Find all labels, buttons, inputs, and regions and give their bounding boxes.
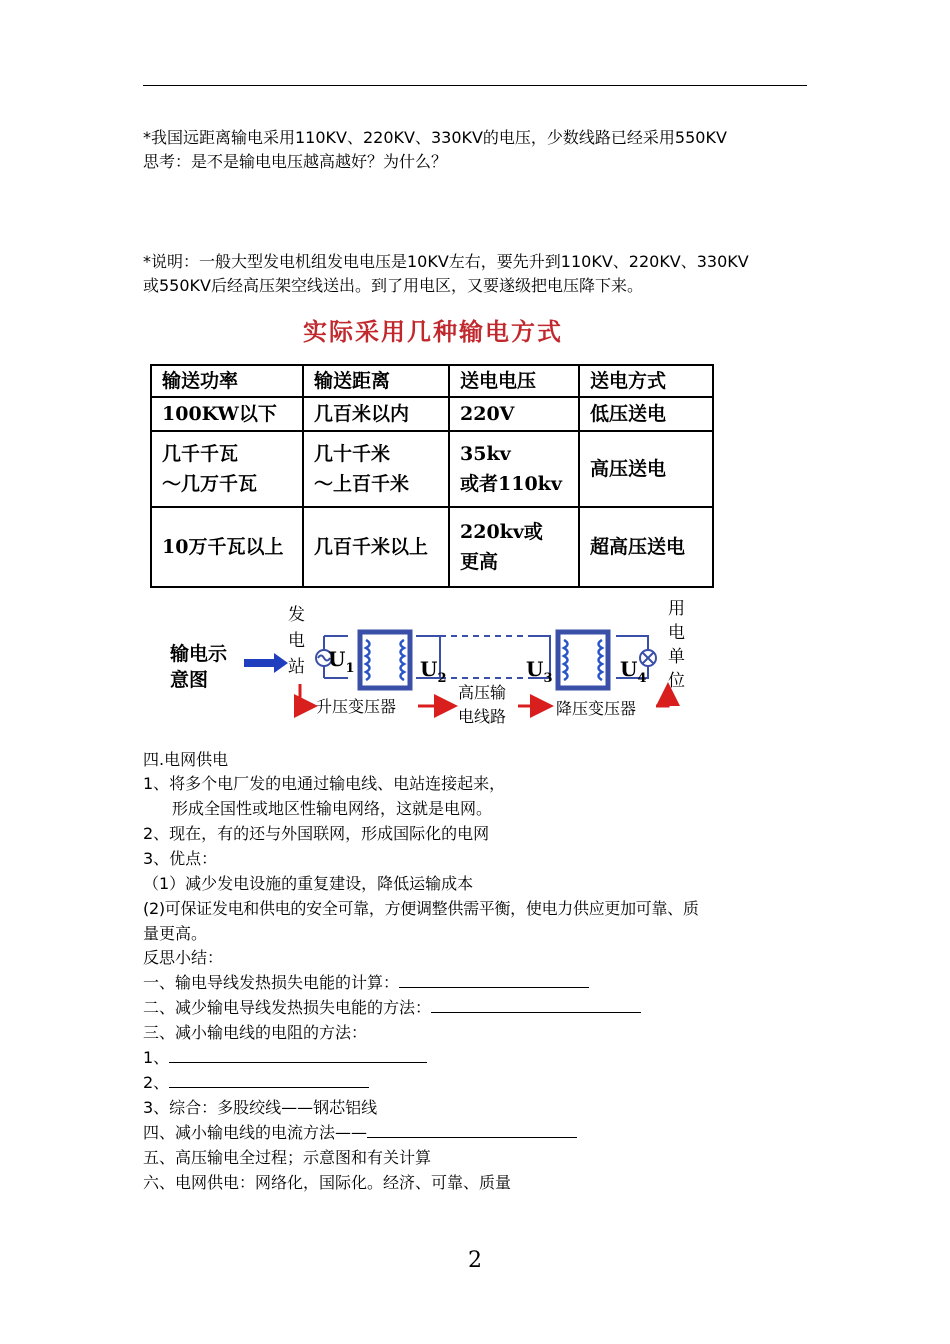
table-header: 输送功率 <box>151 365 303 397</box>
station-char: 电 <box>288 631 305 651</box>
section4-item3-1: （1）减少发电设施的重复建设，降低运输成本 <box>143 874 474 893</box>
summary-item-3: 三、减小输电线的电阻的方法： <box>143 1023 368 1042</box>
summary-item-2: 二、减少输电导线发热损失电能的方法： <box>143 996 641 1020</box>
step-up-transformer <box>360 632 410 688</box>
summary-item-3-2: 2、 <box>143 1071 369 1095</box>
table-title: 实际采用几种输电方式 <box>303 317 563 346</box>
step-up-label: 升压变压器 <box>316 697 397 716</box>
table-row <box>151 397 713 431</box>
station-char: 发 <box>288 605 305 625</box>
step-down-transformer <box>558 632 608 688</box>
table-cell: 几千千瓦 ～几万千瓦 <box>151 431 303 507</box>
table-cell: 220V <box>449 397 579 431</box>
table-header: 输送距离 <box>303 365 449 397</box>
table-cell: 几十千米 ～上百千米 <box>303 431 449 507</box>
section4-item1a: 1、将多个电厂发的电通过输电线、电站连接起来， <box>143 774 506 793</box>
voltage-u1: $U_1$ <box>328 647 355 676</box>
answer-blank[interactable] <box>399 971 589 988</box>
table-header-row <box>151 365 713 397</box>
line-label-2: 电线路 <box>458 707 507 726</box>
section4-item1b: 形成全国性或地区性输电网络，这就是电网。 <box>172 799 493 818</box>
line-label-1: 高压输 <box>458 683 507 702</box>
user-char: 位 <box>668 671 685 691</box>
table-header: 送电方式 <box>579 365 713 397</box>
note-line-1: *说明：一般大型发电机组发电电压是10KV左右，要先升到110KV、220KV、330KV <box>143 252 749 271</box>
header-rule <box>143 85 807 86</box>
table-row <box>151 431 713 507</box>
table-cell: 100KW以下 <box>151 397 303 431</box>
table-cell: 35kv 或者110kv <box>449 431 579 507</box>
summary-item-4: 四、减小输电线的电流方法—— <box>143 1121 577 1145</box>
answer-blank[interactable] <box>431 996 641 1013</box>
voltage-u3: $U_3$ <box>526 657 553 686</box>
table-row <box>151 507 713 587</box>
summary-item-6: 六、电网供电：网络化，国际化。经济、可靠、质量 <box>143 1173 512 1192</box>
summary-item-3-3: 3、综合：多股绞线——钢芯铝线 <box>143 1098 378 1117</box>
table-cell: 几百千米以上 <box>303 507 449 587</box>
user-char: 电 <box>668 623 685 643</box>
transmission-diagram <box>140 596 700 736</box>
answer-blank[interactable] <box>169 1046 427 1063</box>
step-down-label: 降压变压器 <box>556 699 637 718</box>
summary-item-1: 一、输电导线发热损失电能的计算： <box>143 971 589 995</box>
section4-heading: 四.电网供电 <box>143 750 229 769</box>
answer-blank[interactable] <box>169 1071 369 1088</box>
diagram-label-1: 输电示 <box>170 643 228 665</box>
section4-item3-2a: (2)可保证发电和供电的安全可靠，方便调整供需平衡，使电力供应更加可靠、质 <box>143 899 699 918</box>
table-cell: 高压送电 <box>579 431 713 507</box>
table-cell: 220kv或 更高 <box>449 507 579 587</box>
summary-item-5: 五、高压输电全过程；示意图和有关计算 <box>143 1148 432 1167</box>
intro-line-1: *我国远距离输电采用110KV、220KV、330KV的电压，少数线路已经采用550KV <box>143 128 727 147</box>
note-line-2: 或550KV后经高压架空线送出。到了用电区，又要遂级把电压降下来。 <box>143 276 643 295</box>
transmission-table <box>150 364 714 588</box>
summary-heading: 反思小结： <box>143 948 224 967</box>
station-char: 站 <box>288 657 305 677</box>
voltage-u4: $U_4$ <box>620 657 647 686</box>
table-cell: 10万千瓦以上 <box>151 507 303 587</box>
section4-item3: 3、优点： <box>143 849 218 868</box>
input-arrow-icon <box>244 653 288 673</box>
intro-line-2: 思考：是不是输电电压越高越好？为什么？ <box>143 152 448 171</box>
section4-item3-2b: 量更高。 <box>143 924 208 943</box>
table-cell: 低压送电 <box>579 397 713 431</box>
section4-item2: 2、现在，有的还与外国联网，形成国际化的电网 <box>143 824 490 843</box>
table-cell: 超高压送电 <box>579 507 713 587</box>
table-cell: 几百米以内 <box>303 397 449 431</box>
summary-item-3-1: 1、 <box>143 1046 427 1070</box>
table-header: 送电电压 <box>449 365 579 397</box>
answer-blank[interactable] <box>367 1121 577 1138</box>
flow-arrow-icon <box>300 684 312 706</box>
voltage-u2: $U_2$ <box>420 657 447 686</box>
diagram-label-2: 意图 <box>170 669 209 691</box>
user-char: 单 <box>668 647 685 667</box>
user-char: 用 <box>668 599 685 619</box>
flow-arrow-icon <box>656 688 668 706</box>
page-number: 2 <box>468 1248 482 1273</box>
